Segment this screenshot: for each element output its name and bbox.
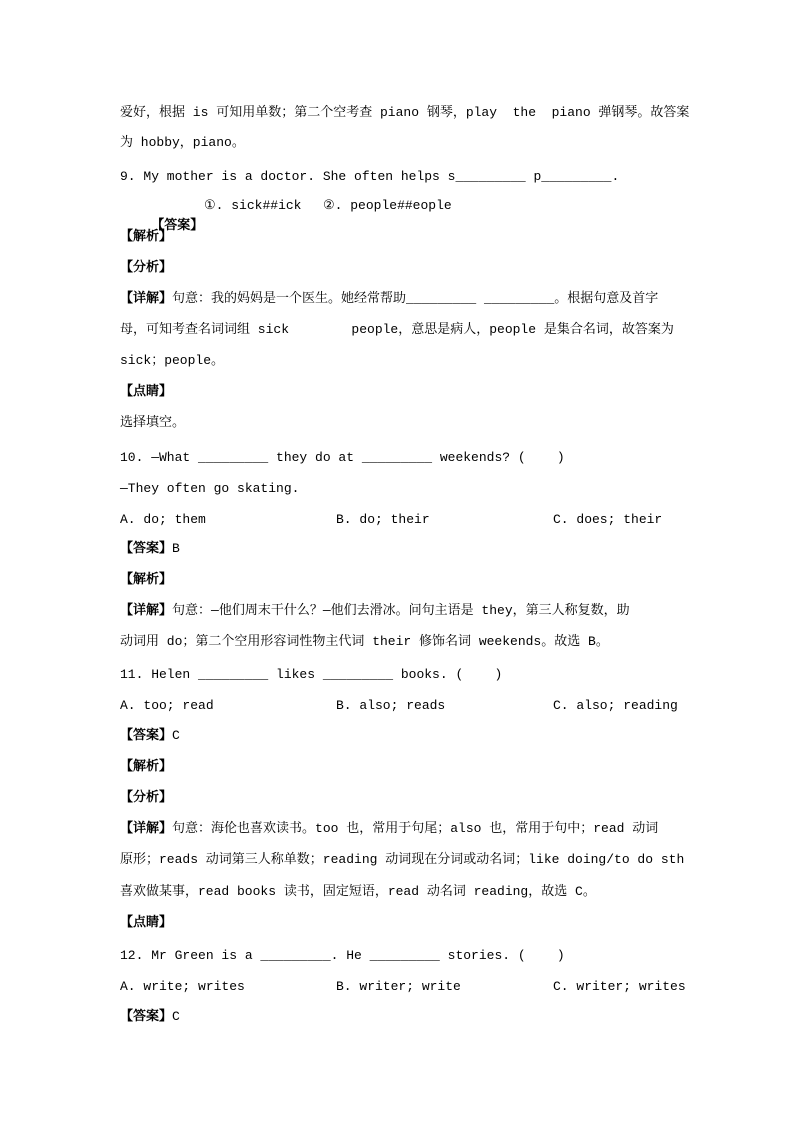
q11-option-a: A. too; read [120, 698, 214, 713]
q10-stem: 10. —What _________ they do at _________ weekends? ( ) [120, 450, 565, 465]
q11-options-row [120, 696, 720, 716]
q11-breakdown-label: 【分析】 [120, 790, 173, 805]
answer-label: 【答案】 [151, 218, 204, 233]
q10-answer-row [120, 539, 720, 559]
q9-detail-line-2: 母，可知考查名词词组 sick people，意思是病人，people 是集合名词，故答案为 [120, 322, 674, 337]
q11-key-point-label: 【点睛】 [120, 915, 173, 930]
q12-option-c: C. writer; writes [553, 979, 686, 994]
q10-detail-text-1: 句意：—他们周末干什么？—他们去滑冰。问句主语是 they，第三人称复数，助 [172, 603, 630, 618]
q9-key-point-label: 【点睛】 [120, 384, 173, 399]
q9-answer-row [120, 196, 720, 233]
q9-answer-2: ②. people##eople [323, 198, 452, 213]
q11-detail-text-1: 句意：海伦也喜欢读书。too 也，常用于句尾；also 也，常用于句中；read 动词 [172, 821, 659, 836]
q11-detail-line-2: 原形；reads 动词第三人称单数；reading 动词现在分词或动名词；like doing/to do sth [120, 852, 685, 867]
q9-stem: 9. My mother is a doctor. She often helps s_________ p_________. [120, 169, 620, 184]
q10-option-a: A. do; them [120, 512, 206, 527]
q11-detail-line-1 [120, 819, 720, 839]
q11-detail-line-3: 喜欢做某事，read books 读书，固定短语，read 动名词 reading，故选 C。 [120, 884, 596, 899]
q11-answer: C [172, 728, 180, 743]
answer-label: 【答案】 [120, 728, 173, 743]
q11-analysis-label: 【解析】 [120, 759, 173, 774]
q9-detail-text-1: 句意：我的妈妈是一个医生。她经常帮助_________ _________。根据句意及首字 [172, 291, 659, 306]
q12-stem: 12. Mr Green is a _________. He _________ stories. ( ) [120, 948, 565, 963]
q11-option-b: B. also; reads [336, 698, 446, 713]
q10-reply: —They often go skating. [120, 481, 300, 496]
q9-detail-line-1 [120, 289, 720, 309]
q8-explanation-line-2: 为 hobby，piano。 [120, 135, 245, 150]
q12-answer-row [120, 1007, 720, 1027]
detail-label: 【详解】 [120, 603, 173, 618]
q9-detail-line-3: sick；people。 [120, 353, 225, 368]
q9-analysis-label: 【解析】 [120, 229, 173, 244]
q10-options-row [120, 510, 720, 530]
q10-detail-line-1 [120, 601, 720, 621]
q9-breakdown-label: 【分析】 [120, 260, 173, 275]
q12-answer: C [172, 1009, 180, 1024]
q9-answer-1: ①. sick##ick [204, 198, 302, 213]
q10-analysis-label: 【解析】 [120, 572, 173, 587]
q12-options-row [120, 977, 720, 997]
q10-detail-line-2: 动词用 do；第二个空用形容词性物主代词 their 修饰名词 weekends。故选 B。 [120, 634, 609, 649]
detail-label: 【详解】 [120, 291, 173, 306]
q11-stem: 11. Helen _________ likes _________ books. ( ) [120, 667, 503, 682]
q11-option-c: C. also; reading [553, 698, 678, 713]
answer-label: 【答案】 [120, 1009, 173, 1024]
q9-key-point-text: 选择填空。 [120, 415, 186, 430]
q11-answer-row [120, 726, 720, 746]
q12-option-b: B. writer; write [336, 979, 461, 994]
detail-label: 【详解】 [120, 821, 173, 836]
answer-label: 【答案】 [120, 541, 173, 556]
q10-option-b: B. do; their [336, 512, 430, 527]
q8-explanation-line-1: 爱好，根据 is 可知用单数；第二个空考查 piano 钢琴，play the piano 弹钢琴。故答案 [120, 105, 690, 120]
q10-option-c: C. does; their [553, 512, 663, 527]
q12-option-a: A. write; writes [120, 979, 245, 994]
q10-answer: B [172, 541, 180, 556]
